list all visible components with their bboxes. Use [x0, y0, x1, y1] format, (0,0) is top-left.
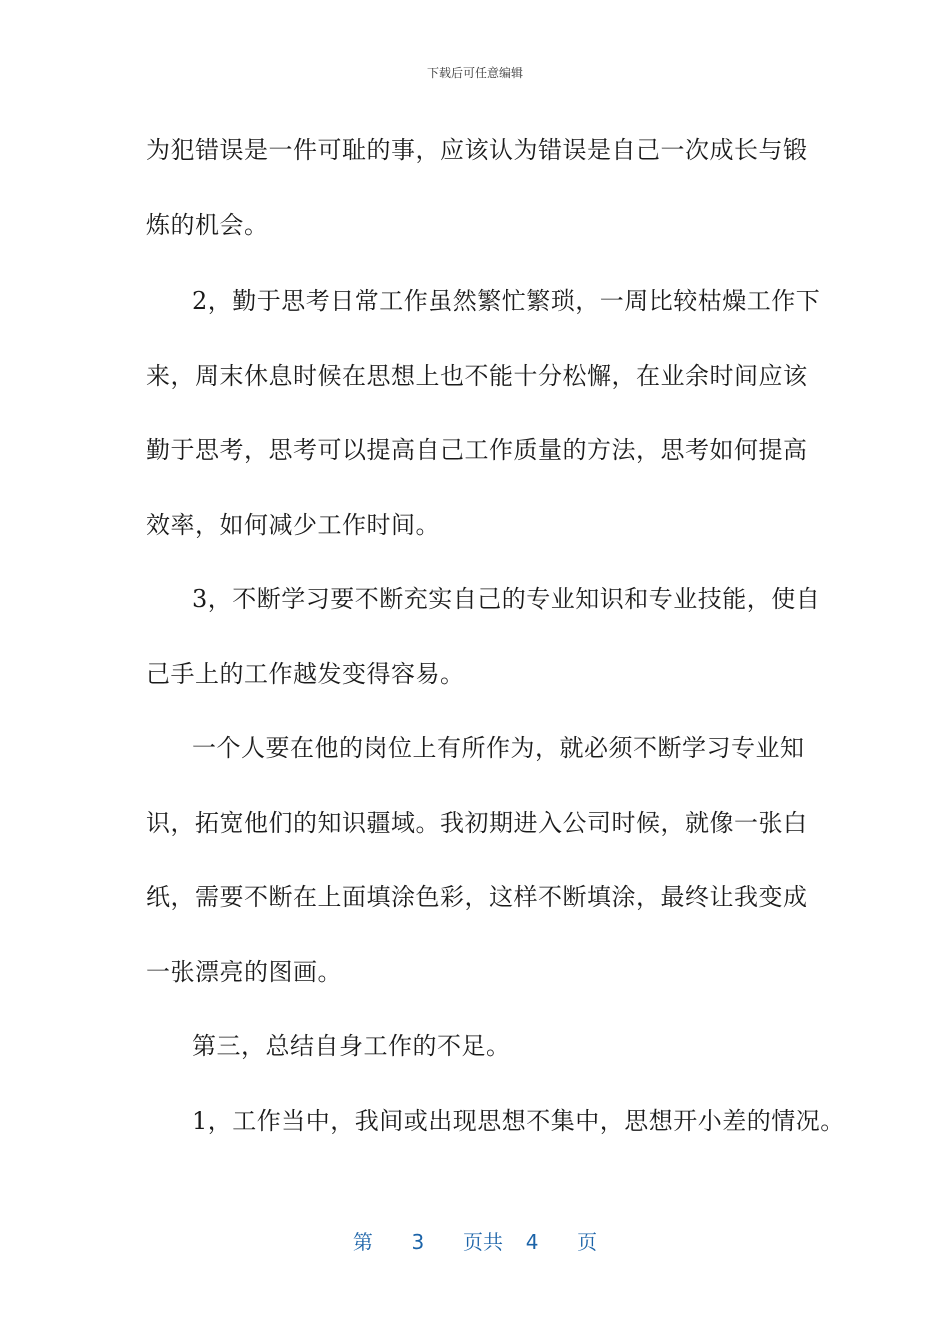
text-line: 效率，如何减少工作时间。	[146, 511, 440, 539]
text-line: 己手上的工作越发变得容易。	[146, 660, 465, 688]
footer-prefix: 第	[352, 1230, 373, 1254]
text-line: 识，拓宽他们的知识疆域。我初期进入公司时候，就像一张白	[146, 809, 808, 837]
text-line: 第三，总结自身工作的不足。	[192, 1032, 511, 1060]
text-line: 纸，需要不断在上面填涂色彩，这样不断填涂，最终让我变成	[146, 883, 808, 911]
total-pages-number: 4	[525, 1230, 539, 1254]
current-page-number: 3	[411, 1230, 425, 1254]
page-footer	[0, 1226, 950, 1255]
text-line: 1，工作当中，我间或出现思想不集中，思想开小差的情况。	[192, 1107, 845, 1135]
text-line: 为犯错误是一件可耻的事，应该认为错误是自己一次成长与锻	[146, 136, 808, 164]
footer-suffix: 页	[577, 1230, 598, 1254]
text-line: 一张漂亮的图画。	[146, 958, 342, 986]
text-line: 炼的机会。	[146, 211, 269, 239]
text-line: 2，勤于思考日常工作虽然繁忙繁琐，一周比较枯燥工作下	[192, 287, 821, 315]
text-line: 来，周末休息时候在思想上也不能十分松懈，在业余时间应该	[146, 362, 808, 390]
text-line: 一个人要在他的岗位上有所作为，就必须不断学习专业知	[192, 734, 805, 762]
text-line: 勤于思考，思考可以提高自己工作质量的方法，思考如何提高	[146, 436, 808, 464]
footer-middle: 页共	[463, 1230, 503, 1254]
page-header: 下载后可任意编辑	[426, 66, 523, 80]
text-line: 3，不断学习要不断充实自己的专业知识和专业技能，使自	[192, 585, 821, 613]
